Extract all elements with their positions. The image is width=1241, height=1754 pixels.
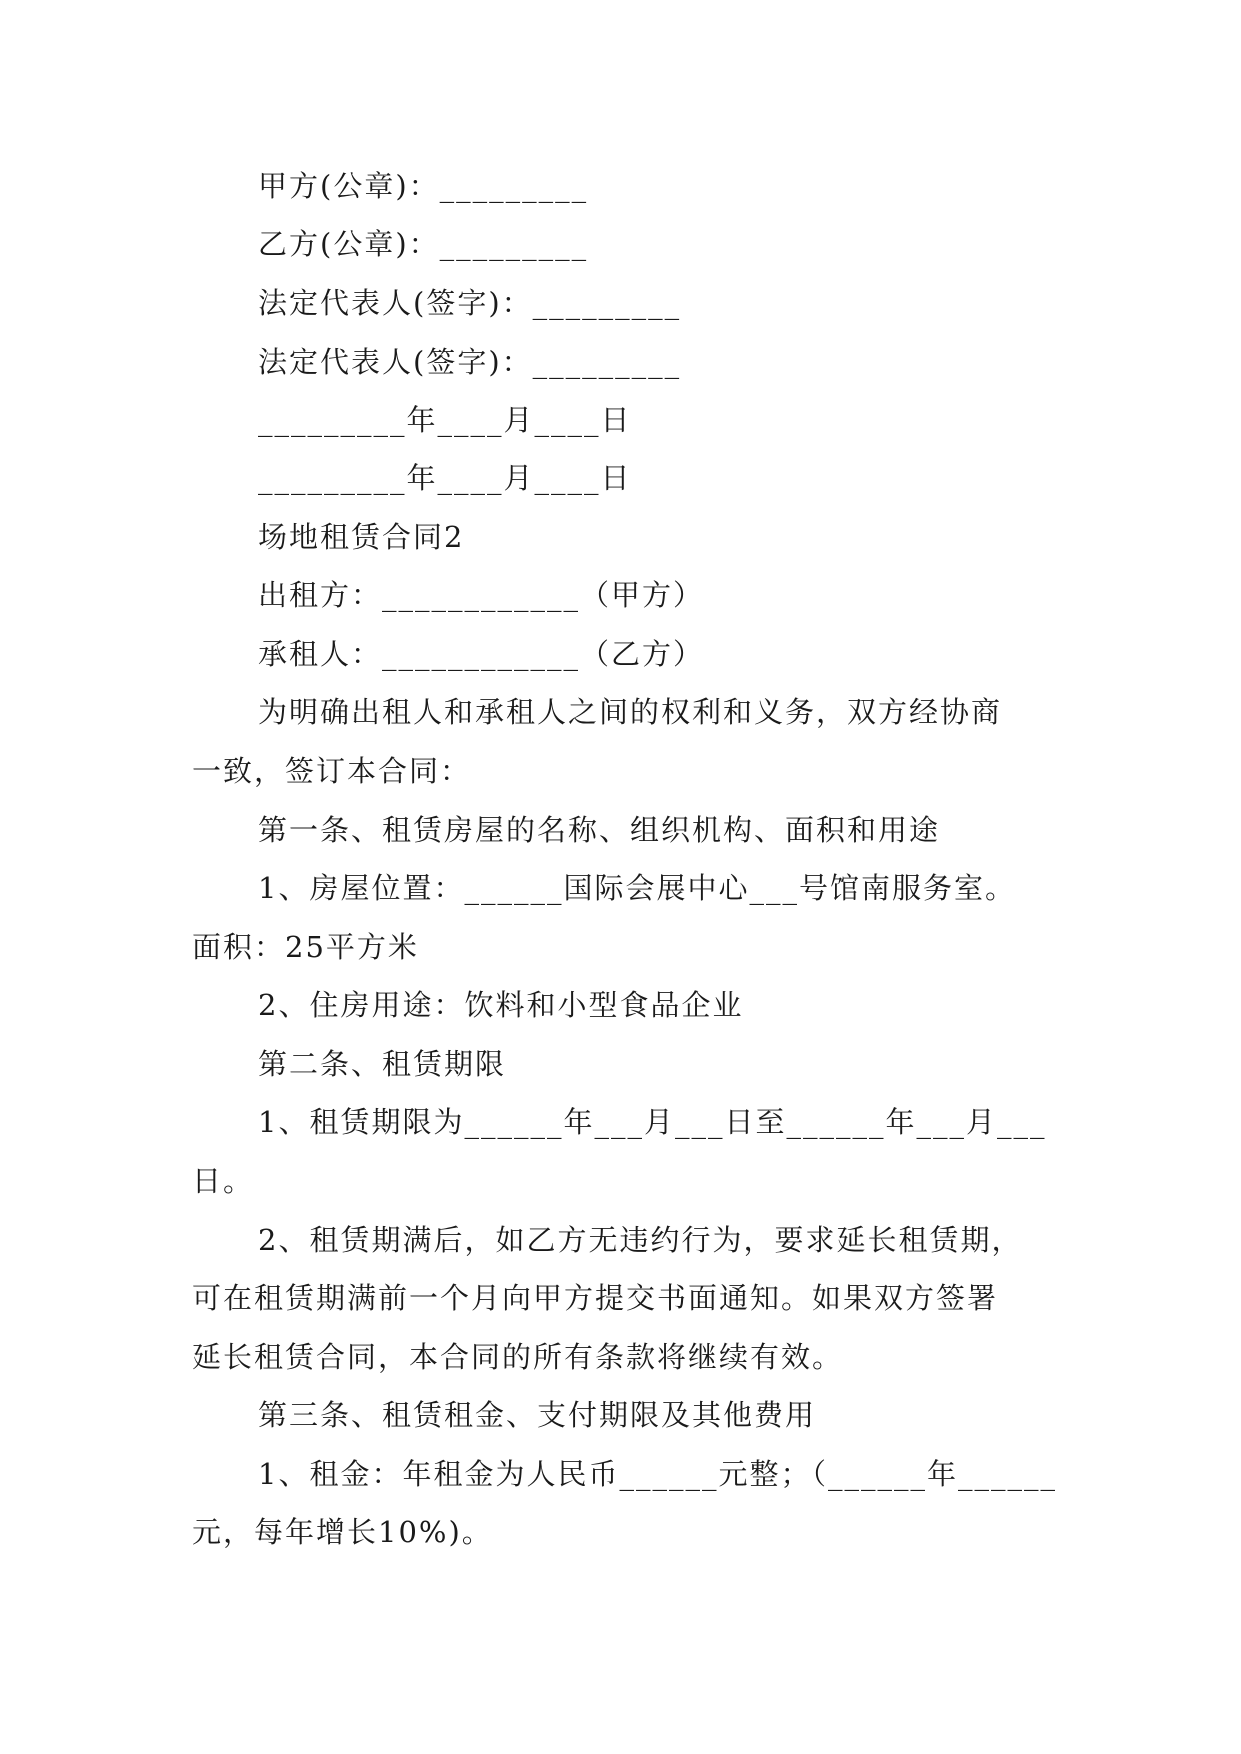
legal-rep-signature-line-1: 法定代表人(签字)：_________ [258,286,682,320]
party-a-seal-line: 甲方(公章)：_________ [258,169,589,203]
article-3-item-1-line-1: 1、租金：年租金为人民币______元整；（______年______ [258,1457,1057,1491]
preamble-line-1: 为明确出租人和承租人之间的权利和义务，双方经协商 [258,695,1003,729]
article-1-item-1-line-2: 面积：25平方米 [192,930,419,964]
article-2-item-2-line-3: 延长租赁合同，本合同的所有条款将继续有效。 [192,1340,844,1374]
party-b-seal-line: 乙方(公章)：_________ [258,227,589,261]
article-1-item-2: 2、住房用途：饮料和小型食品企业 [258,988,744,1022]
article-2-item-2-line-1: 2、租赁期满后，如乙方无违约行为，要求延长租赁期， [258,1223,1023,1257]
contract-title: 场地租赁合同2 [258,520,465,554]
article-1-heading: 第一条、租赁房屋的名称、组织机构、面积和用途 [258,813,941,847]
lessor-line: 出租方：____________（甲方） [258,578,705,612]
article-3-item-1-line-2: 元，每年增长10%)。 [192,1515,493,1549]
date-line-2: _________年____月____日 [258,461,632,495]
article-1-item-1-line-1: 1、房屋位置：______国际会展中心___号馆南服务室。 [258,871,1016,905]
lessee-line: 承租人：____________（乙方） [258,637,705,671]
preamble-line-2: 一致，签订本合同： [192,754,472,788]
article-2-item-1-line-1: 1、租赁期限为______年___月___日至______年___月___ [258,1105,1047,1139]
article-2-heading: 第二条、租赁期限 [258,1047,507,1081]
article-2-item-2-line-2: 可在租赁期满前一个月向甲方提交书面通知。如果双方签署 [192,1281,999,1315]
legal-rep-signature-line-2: 法定代表人(签字)：_________ [258,345,682,379]
article-2-item-1-line-2: 日。 [192,1164,255,1198]
date-line-1: _________年____月____日 [258,403,632,437]
article-3-heading: 第三条、租赁租金、支付期限及其他费用 [258,1398,817,1432]
